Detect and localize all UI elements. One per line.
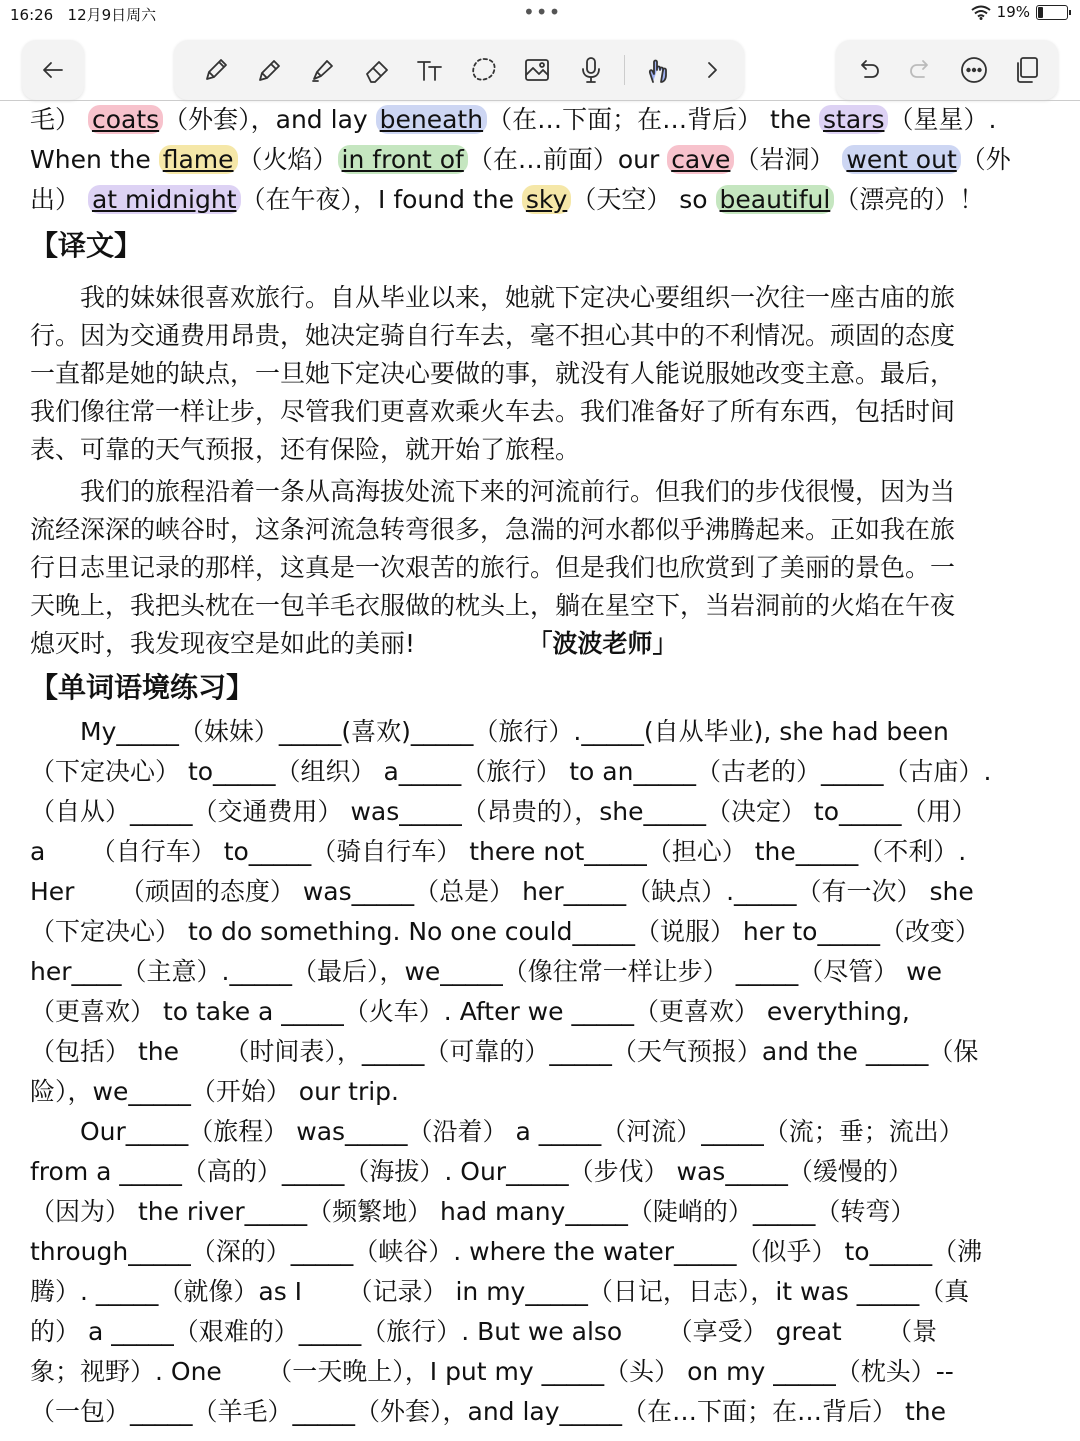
text-segment: 天晚上，我把头枕在一包羊毛衣服做的枕头上，躺在星空下，当岩洞前的火焰在午夜: [30, 591, 956, 620]
back-arrow-icon[interactable]: [33, 50, 73, 90]
text-segment: 毛）: [30, 105, 88, 134]
text-line: [30, 1395, 946, 1429]
text-line: [30, 513, 955, 547]
eraser-icon[interactable]: [357, 50, 397, 90]
highlighted-word: beneath: [376, 105, 487, 134]
microphone-icon[interactable]: [571, 50, 611, 90]
highlighted-word: sky: [522, 185, 571, 214]
lasso-icon[interactable]: [464, 50, 504, 90]
hand-draw-icon[interactable]: [639, 50, 679, 90]
text-line: [30, 995, 910, 1029]
document-page[interactable]: [0, 100, 1080, 1441]
highlighted-word: went out: [842, 145, 960, 174]
text-segment: （在…前面）our: [467, 145, 668, 174]
battery-percent: 19%: [996, 3, 1030, 21]
text-line: [30, 1315, 937, 1349]
more-icon[interactable]: [954, 50, 994, 90]
text-segment: （包括） the （时间表），_____（可靠的）_____（天气预报）and the _____（保: [30, 1037, 979, 1066]
text-line: [30, 1035, 978, 1069]
text-segment: When the: [30, 145, 159, 174]
text-line: [30, 835, 966, 869]
text-line: [30, 875, 974, 909]
battery-icon: [1036, 5, 1068, 20]
text-segment: 一直都是她的缺点，一旦她下定决心要做的事，就没有人能说服她改变主意。最后，: [30, 359, 956, 388]
left-toolbar: [22, 40, 84, 100]
text-segment: 我们像往常一样让步，尽管我们更喜欢乘火车去。我们准备好了所有东西，包括时间: [30, 397, 956, 426]
text-segment: Our_____（旅程） was_____（沿着） a _____（河流）_____（流；垂；流出）: [30, 1117, 964, 1146]
pen-icon[interactable]: [250, 50, 290, 90]
text-segment: 出）: [30, 185, 88, 214]
text-segment: 象；视野）. One （一天晚上），I put my _____（头） on my _____（枕头）--: [30, 1357, 954, 1386]
redo-icon[interactable]: [901, 50, 941, 90]
text-segment: 行。因为交通费用昂贵，她决定骑自行车去，毫不担心其中的不利情况。顽固的态度: [30, 321, 956, 350]
text-line: [30, 281, 955, 315]
undo-icon[interactable]: [848, 50, 888, 90]
text-segment: 腾）. _____（就像）as I （记录） in my_____（日记，日志），it was _____（真: [30, 1277, 970, 1306]
text-line: [30, 715, 949, 749]
highlighted-word: coats: [88, 105, 163, 134]
text-line: [30, 627, 678, 661]
highlighted-word: stars: [819, 105, 888, 134]
text-line: [30, 1275, 969, 1309]
text-segment: 【单词语境练习】: [30, 671, 255, 704]
highlighted-word: cave: [667, 145, 734, 174]
text-segment: 熄灭时，我发现夜空是如此的美丽!: [30, 629, 416, 658]
text-segment: （外: [960, 145, 1011, 174]
text-line: [30, 915, 980, 949]
text-line: [30, 1235, 982, 1269]
text-line: [30, 475, 955, 509]
text-line: [30, 103, 996, 137]
text-line: [30, 755, 991, 789]
text-line: [30, 1115, 964, 1149]
pages-icon[interactable]: [1007, 50, 1047, 90]
text-segment: My_____（妹妹）_____(喜欢)_____（旅行）._____(自从毕业), she had been: [30, 717, 949, 746]
text-segment: 【译文】: [30, 229, 143, 262]
text-segment: 流经深深的峡谷时，这条河流急转弯很多，急湍的河水都似乎沸腾起来。正如我在旅: [30, 515, 956, 544]
text-line: [30, 395, 955, 429]
toolbar-divider: [624, 55, 625, 85]
text-line: [30, 1355, 954, 1389]
highlighted-word: at midnight: [88, 185, 241, 214]
text-line: [30, 433, 580, 467]
text-segment: （一包）_____（羊毛）_____（外套），and lay_____（在…下面；在…背后） the: [30, 1397, 947, 1426]
text-line: [30, 589, 955, 623]
text-segment: （外套），and lay: [163, 105, 376, 134]
section-heading: [30, 229, 142, 263]
text-segment: 险），we_____（开始） our trip.: [30, 1077, 399, 1106]
highlighted-word: in front of: [338, 145, 468, 174]
text-segment: her____（主意）._____（最后），we_____（像往常一样让步） _____（尽管） we: [30, 957, 943, 986]
text-segment: a （自行车） to_____（骑自行车） there not_____（担心） the_____（不利）.: [30, 837, 967, 866]
highlighted-word: flame: [159, 145, 238, 174]
text-line: [30, 1155, 913, 1189]
text-segment: 我的妹妹很喜欢旅行。自从毕业以来，她就下定决心要组织一次往一座古庙的旅: [30, 283, 956, 312]
status-time: 16:26 12月9日周六: [10, 6, 157, 24]
text-segment: 表、可靠的天气预报，还有保险，就开始了旅程。: [30, 435, 581, 464]
text-segment: （岩洞）: [734, 145, 843, 174]
text-segment: （因为） the river_____（频繁地） had many_____（陡峭的）_____（转弯）: [30, 1197, 916, 1226]
text-segment: （自从）_____（交通费用） was_____（昂贵的），she_____（决定） to_____（用）: [30, 797, 977, 826]
text-segment: through_____（深的）_____（峡谷）. where the water_____（似乎） to_____（沸: [30, 1237, 983, 1266]
chevron-right-icon[interactable]: [692, 50, 732, 90]
section-heading: [30, 671, 254, 705]
text-segment: （在午夜），I found the: [240, 185, 522, 214]
text-segment: Her （顽固的态度） was_____（总是） her_____（缺点）._____（有一次） she: [30, 877, 974, 906]
text-line: [30, 319, 955, 353]
text-segment: （下定决心） to do something. No one could_____（说服） her to_____（改变）: [30, 917, 980, 946]
highlighted-word: beautiful: [716, 185, 835, 214]
text-segment: 的） a _____（艰难的）_____（旅行）. But we also （享受） great （景: [30, 1317, 938, 1346]
text-segment: 「波波老师」: [415, 629, 678, 658]
wifi-icon: [971, 5, 991, 20]
text-segment: （在…下面；在…背后） the: [487, 105, 820, 134]
image-icon[interactable]: [517, 50, 557, 90]
text-line: [30, 1195, 915, 1229]
tool-palette: [174, 40, 744, 100]
status-bar: [0, 0, 1080, 28]
text-segment: （下定决心） to_____（组织） a_____（旅行） to an_____（古老的）_____（古庙）.: [30, 757, 992, 786]
text-segment: 我们的旅程沿着一条从高海拔处流下来的河流前行。但我们的步伐很慢，因为当: [30, 477, 956, 506]
text-segment: 行日志里记录的那样，这真是一次艰苦的旅行。但是我们也欣赏到了美丽的景色。一: [30, 553, 956, 582]
text-segment: （火焰）: [237, 145, 338, 174]
right-toolbar: [836, 40, 1058, 100]
text-icon[interactable]: [410, 50, 450, 90]
text-segment: （更喜欢） to take a _____（火车）. After we _____（更喜欢） everything,: [30, 997, 910, 1026]
text-segment: （漂亮的）！: [834, 185, 985, 214]
text-line: [30, 955, 942, 989]
text-segment: （天空） so: [571, 185, 716, 214]
text-segment: from a _____（高的）_____（海拔）. Our_____（步伐） was_____（缓慢的）: [30, 1157, 913, 1186]
marker-icon[interactable]: [303, 50, 343, 90]
text-segment: （星星）.: [888, 105, 997, 134]
text-line: [30, 795, 977, 829]
text-line: [30, 183, 984, 217]
pencil-icon[interactable]: [196, 50, 236, 90]
multitask-dots-icon[interactable]: •••: [523, 0, 562, 24]
text-line: [30, 143, 1011, 177]
text-line: [30, 1075, 399, 1109]
text-line: [30, 357, 955, 391]
text-line: [30, 551, 955, 585]
